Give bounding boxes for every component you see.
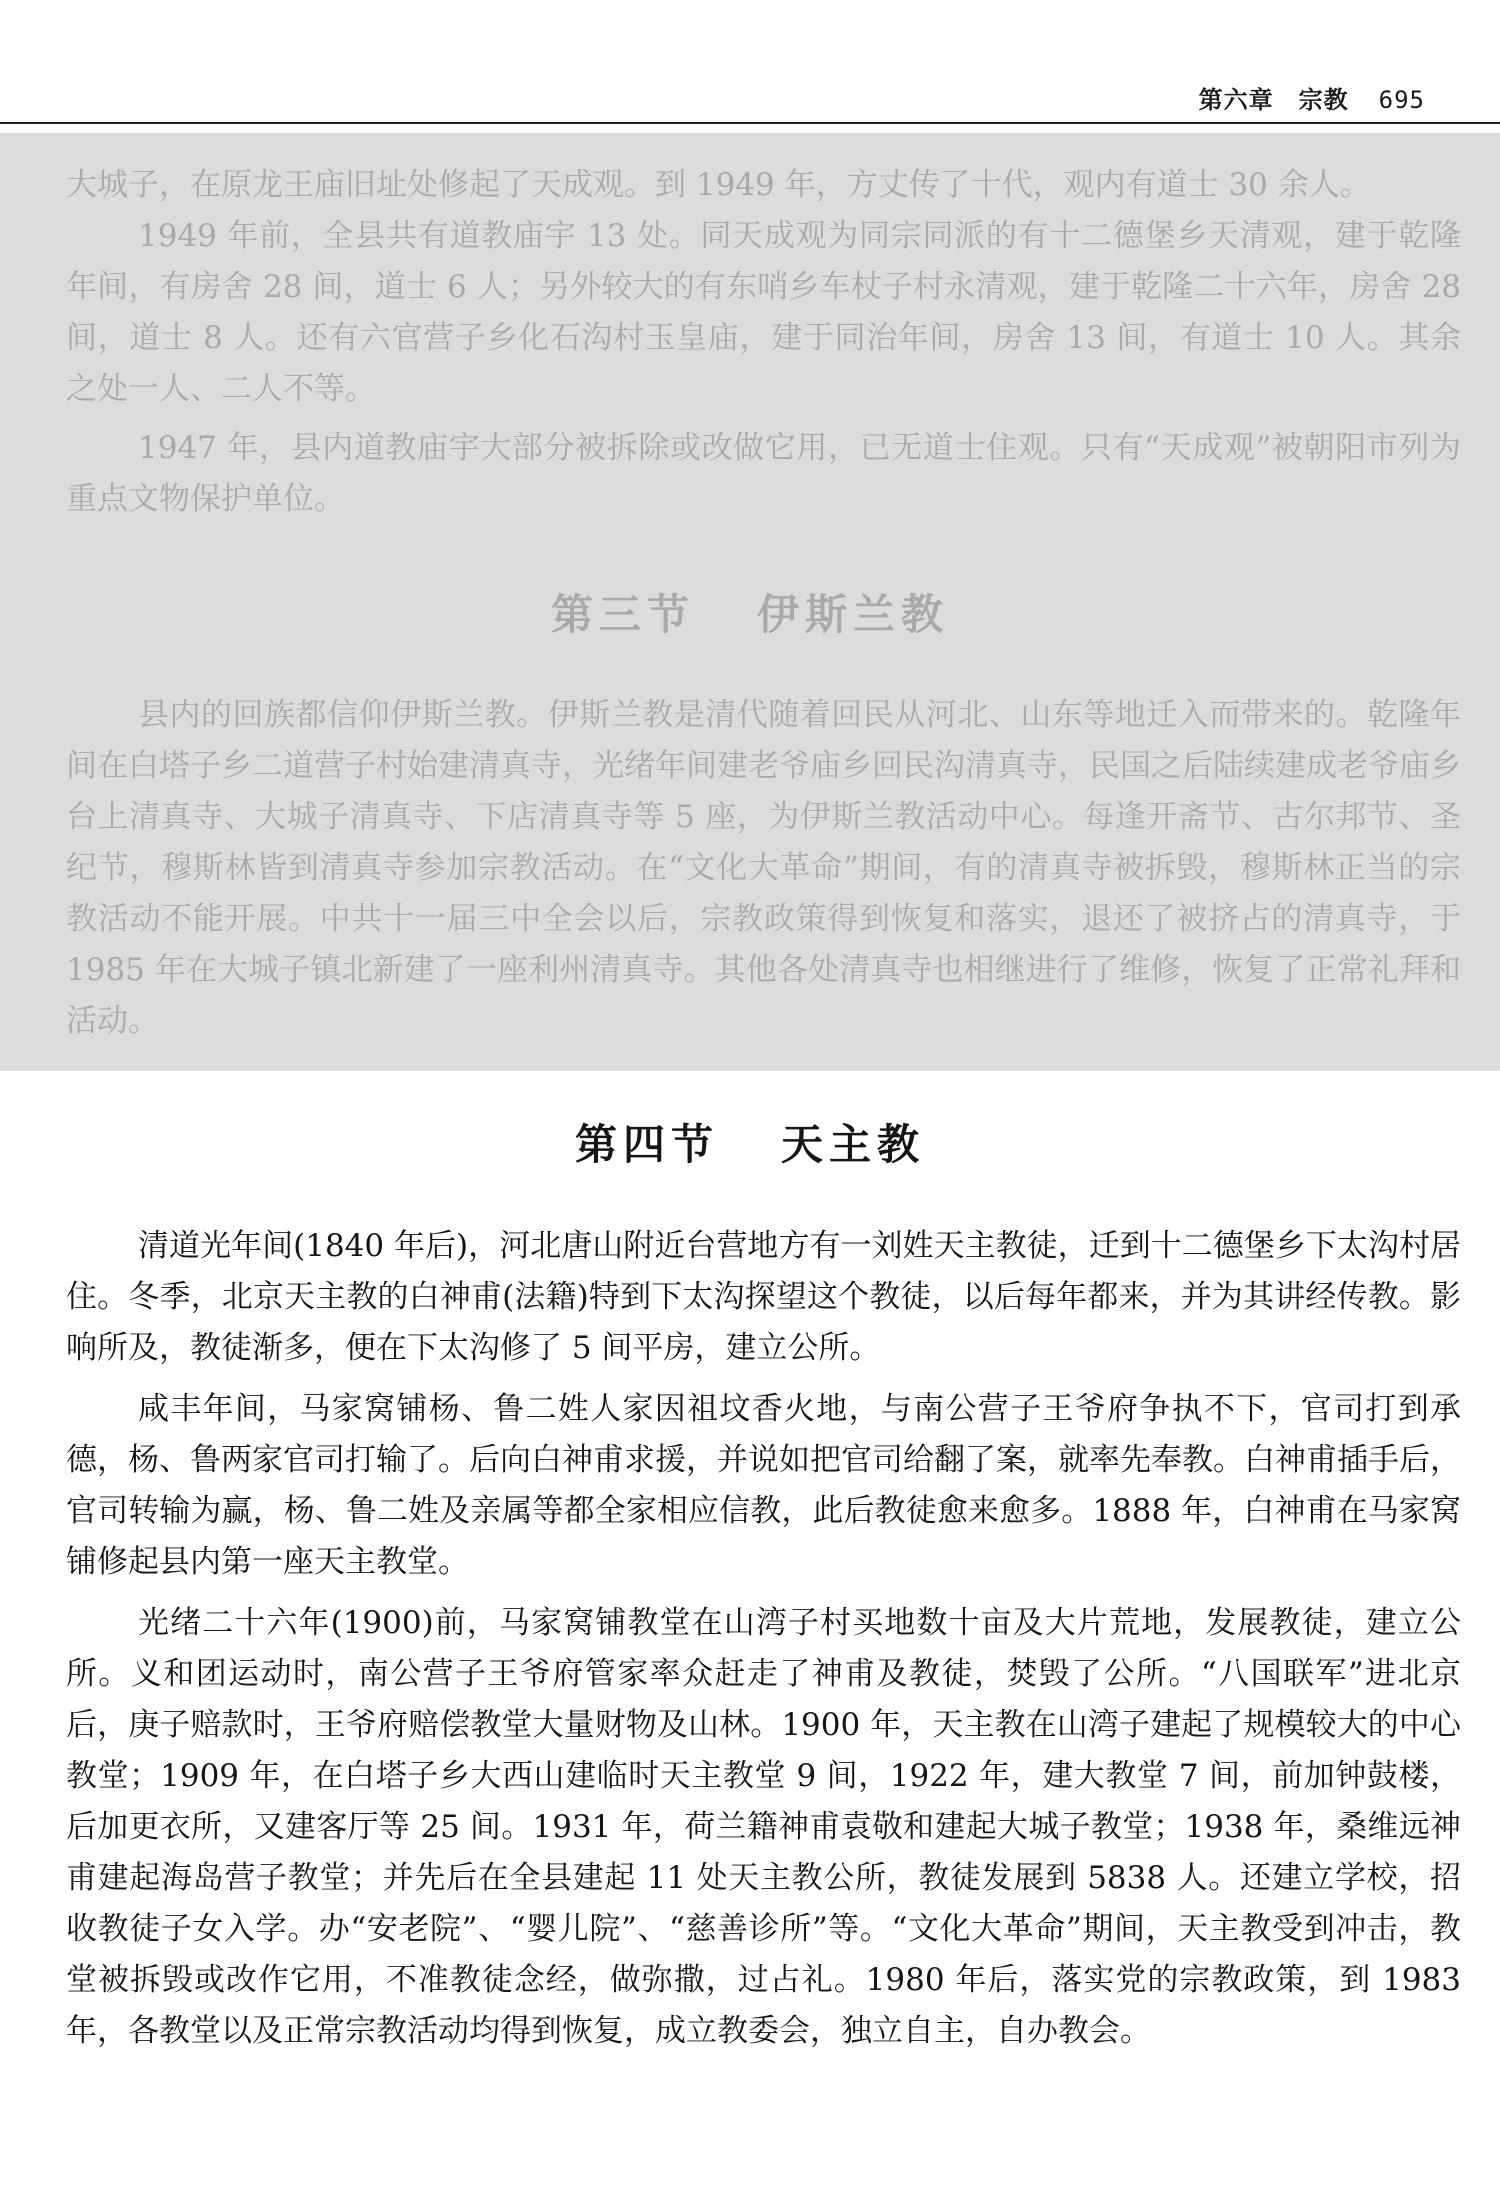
section-title-islam bbox=[0, 582, 1500, 642]
paragraph-catholicism-3: 光绪二十六年(1900)前，马家窝铺教堂在山湾子村买地数十亩及大片荒地，发展教徒，建立公所。义和团运动时，南公营子王爷府管家率众赶走了神甫及教徒，焚毁了公所。“八国联军”进北京后，庚子赔款时，王爷府赔偿教堂大量财物及山林。1900 年，天主教在山湾子建起了规模较大的中心教堂；1909 年，在白塔子乡大西山建临时天主教堂 9 间，1922 年，建大教堂 7 间，前加钟鼓楼，后加更衣所，又建客厅等 25 间。1931 年，荷兰籍神甫袁敬和建起大城子教堂；1938 年，桑维远神甫建起海岛营子教堂；并先后在全县建起 11 处天主教公所，教徒发展到 5838 人。还建立学校，招收教徒子女入学。办“安老院”、“婴儿院”、“慈善诊所”等。“文化大革命”期间，天主教受到冲击，教堂被拆毁或改作它用，不准教徒念经，做弥撒，过占礼。1980 年后，落实党的宗教政策，到 1983 年，各教堂以及正常宗教活动均得到恢复，成立教委会，独立自主，自办教会。 bbox=[66, 1605, 1461, 2049]
chapter-label: 第六章 宗教 bbox=[1198, 86, 1349, 114]
section-name: 伊斯兰教 bbox=[757, 590, 950, 639]
section-title-catholicism bbox=[0, 1112, 1500, 1172]
running-header bbox=[1199, 80, 1425, 115]
section-name: 天主教 bbox=[781, 1120, 926, 1169]
paragraph-taoism-1: 大城子，在原龙王庙旧址处修起了天成观。到 1949 年，方丈传了十代，观内有道士 30 余人。 bbox=[66, 167, 1371, 203]
paragraph-catholicism-1: 清道光年间(1840 年后)，河北唐山附近台营地方有一刘姓天主教徒，迁到十二德堡乡下太沟村居住。冬季，北京天主教的白神甫(法籍)特到下太沟探望这个教徒，以后每年都来，并为其讲经传教。影响所及，教徒渐多，便在下太沟修了 5 间平房，建立公所。 bbox=[66, 1228, 1461, 1366]
paragraph-islam: 县内的回族都信仰伊斯兰教。伊斯兰教是清代随着回民从河北、山东等地迁入而带来的。乾隆年间在白塔子乡二道营子村始建清真寺，光绪年间建老爷庙乡回民沟清真寺，民国之后陆续建成老爷庙乡台上清真寺、大城子清真寺、下店清真寺等 5 座，为伊斯兰教活动中心。每逢开斋节、古尔邦节、圣纪节，穆斯林皆到清真寺参加宗教活动。在“文化大革命”期间，有的清真寺被拆毁，穆斯林正当的宗教活动不能开展。中共十一届三中全会以后，宗教政策得到恢复和落实，退还了被挤占的清真寺，于 1985 年在大城子镇北新建了一座利州清真寺。其他各处清真寺也相继进行了维修，恢复了正常礼拜和活动。 bbox=[66, 697, 1461, 1039]
paragraph-catholicism-2: 咸丰年间，马家窝铺杨、鲁二姓人家因祖坟香火地，与南公营子王爷府争执不下，官司打到承德，杨、鲁两家官司打输了。后向白神甫求援，并说如把官司给翻了案，就率先奉教。白神甫插手后，官司转输为赢，杨、鲁二姓及亲属等都全家相应信教，此后教徒愈来愈多。1888 年，白神甫在马家窝铺修起县内第一座天主教堂。 bbox=[66, 1391, 1461, 1580]
header-rule bbox=[0, 122, 1500, 124]
section-number: 第三节 bbox=[550, 590, 695, 639]
page-number: 695 bbox=[1378, 86, 1425, 114]
paragraph-taoism-2: 1949 年前，全县共有道教庙宇 13 处。同天成观为同宗同派的有十二德堡乡天清观，建于乾隆年间，有房舍 28 间，道士 6 人；另外较大的有东哨乡车杖子村永清观，建于乾隆二十六年，房舍 28 间，道士 8 人。还有六官营子乡化石沟村玉皇庙，建于同治年间，房舍 13 间，有道士 10 人。其余之处一人、二人不等。 bbox=[66, 218, 1461, 407]
paragraph-taoism-3: 1947 年，县内道教庙宇大部分被拆除或改做它用，已无道士住观。只有“天成观”被朝阳市列为重点文物保护单位。 bbox=[66, 430, 1461, 517]
section-number: 第四节 bbox=[574, 1120, 719, 1169]
